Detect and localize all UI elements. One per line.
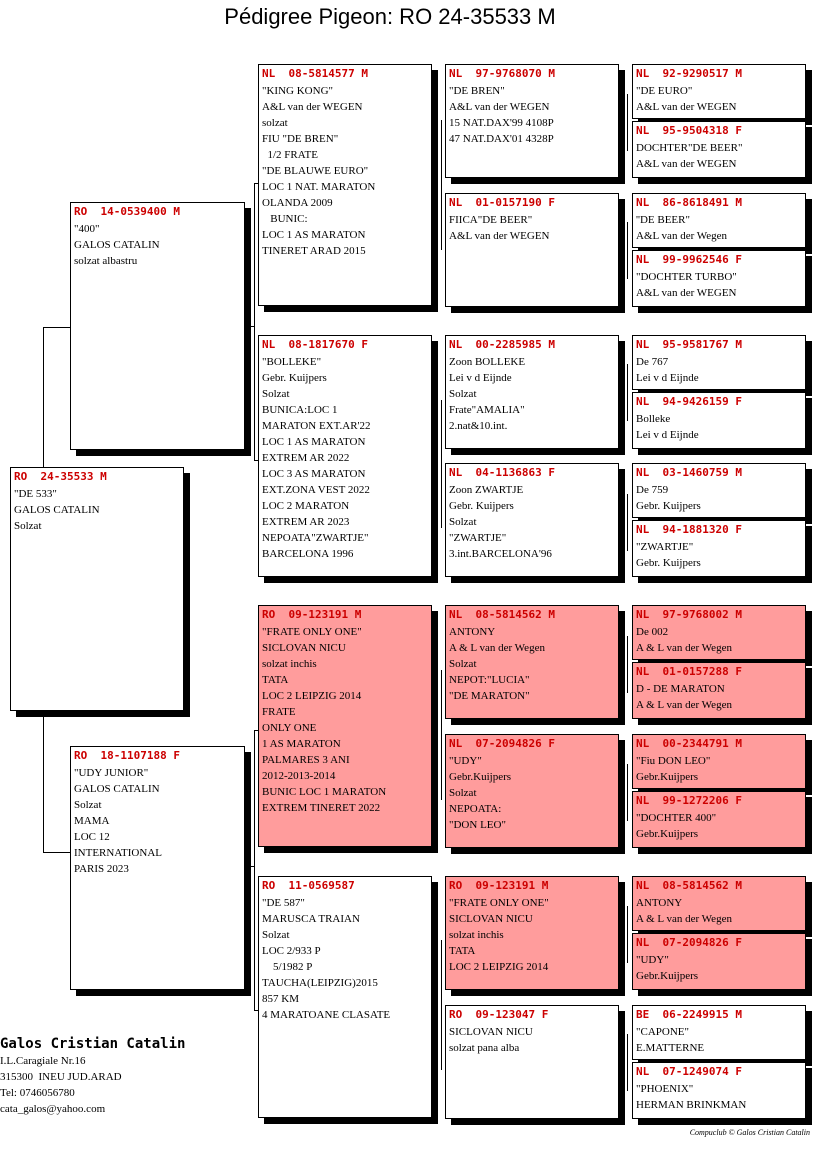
info-line: PALMARES 3 ANI bbox=[262, 754, 350, 766]
info-line: De 759 bbox=[636, 484, 669, 496]
info-line: ANTONY bbox=[636, 897, 683, 909]
ring-number: NL 92-9290517 M bbox=[636, 67, 742, 80]
info-line: "DE EURO" bbox=[636, 85, 693, 97]
info-line: LOC 1 AS MARATON bbox=[262, 229, 366, 241]
info-line: LOC 2 LEIPZIG 2014 bbox=[262, 690, 362, 702]
info-line: Solzat bbox=[262, 388, 290, 400]
info-line: "DE 533" bbox=[14, 488, 57, 500]
info-line: LOC 12 bbox=[74, 831, 110, 843]
info-line: 4 MARATOANE CLASATE bbox=[262, 1009, 391, 1021]
info-line: HERMAN BRINKMAN bbox=[636, 1099, 747, 1111]
info-line: "DON LEO" bbox=[449, 819, 506, 831]
info-line: E.MATTERNE bbox=[636, 1042, 705, 1054]
info-line: A & L van der Wegen bbox=[449, 642, 545, 654]
info-line: "DE 587" bbox=[262, 897, 305, 909]
connector-line bbox=[627, 494, 628, 551]
info-line: EXTREM TINERET 2022 bbox=[262, 802, 381, 814]
ancestor-gen5-card[interactable] bbox=[632, 121, 806, 178]
info-line: ''DE BEER" bbox=[636, 214, 690, 226]
ancestor-gen4-card[interactable] bbox=[445, 876, 619, 990]
info-line: Zoon ZWARTJE bbox=[449, 484, 524, 496]
info-line: Frate"AMALIA" bbox=[449, 404, 525, 416]
ancestor-gen5-card[interactable] bbox=[632, 463, 806, 518]
info-line: A & L van der Wegen bbox=[636, 642, 732, 654]
ring-number: NL 07-2094826 F bbox=[449, 737, 555, 750]
grandsire-paternal-card[interactable] bbox=[258, 64, 432, 306]
info-line: Gebr.Kuijpers bbox=[636, 970, 699, 982]
info-line: "DOCHTER TURBO" bbox=[636, 271, 737, 283]
info-line: ANTONY bbox=[449, 626, 496, 638]
connector-line bbox=[627, 764, 628, 821]
info-line: "UDY" bbox=[449, 755, 482, 767]
info-line: "DOCHTER 400" bbox=[636, 812, 717, 824]
info-line: EXT.ZONA VEST 2022 bbox=[262, 484, 370, 496]
info-line: DOCHTER"DE BEER" bbox=[636, 142, 743, 154]
ancestor-gen4-card[interactable] bbox=[445, 64, 619, 178]
info-line: GALOS CATALIN bbox=[14, 504, 100, 516]
connector-line bbox=[627, 94, 628, 151]
info-line: TINERET ARAD 2015 bbox=[262, 245, 366, 257]
info-line: PARIS 2023 bbox=[74, 863, 129, 875]
granddam-maternal-card[interactable] bbox=[258, 876, 432, 1118]
sire-card[interactable] bbox=[70, 202, 245, 450]
info-line: NEPOATA: bbox=[449, 803, 502, 815]
ring-number: NL 00-2344791 M bbox=[636, 737, 742, 750]
connector-line bbox=[627, 906, 628, 963]
info-line: LOC 2 LEIPZIG 2014 bbox=[449, 961, 549, 973]
info-line: "400" bbox=[74, 223, 100, 235]
ring-number: NL 99-1272206 F bbox=[636, 794, 742, 807]
info-line: 2.nat&10.int. bbox=[449, 420, 508, 432]
info-line: A&L van der WEGEN bbox=[449, 101, 550, 113]
info-line: Lei v d Eijnde bbox=[636, 429, 699, 441]
info-line: SICLOVAN NICU bbox=[449, 913, 533, 925]
info-line: GALOS CATALIN bbox=[74, 783, 160, 795]
info-line: EXTREM AR 2022 bbox=[262, 452, 350, 464]
ancestor-gen4-card[interactable] bbox=[445, 1005, 619, 1119]
info-line: "DE BREN" bbox=[449, 85, 505, 97]
info-line: "PHOENIX" bbox=[636, 1083, 694, 1095]
info-line: Solzat bbox=[449, 787, 477, 799]
info-line: Gebr. Kuijpers bbox=[449, 500, 514, 512]
dam-card[interactable] bbox=[70, 746, 245, 990]
breeder-address: I.L.Caragiale Nr.16 bbox=[0, 1055, 86, 1067]
info-line: "FRATE ONLY ONE" bbox=[262, 626, 362, 638]
info-line: EXTREM AR 2023 bbox=[262, 516, 350, 528]
ring-number: NL 01-0157288 F bbox=[636, 665, 742, 678]
granddam-paternal-card[interactable] bbox=[258, 335, 432, 577]
connector-line bbox=[627, 222, 628, 279]
ring-number: NL 04-1136863 F bbox=[449, 466, 555, 479]
ring-number: NL 00-2285985 M bbox=[449, 338, 555, 351]
info-line: Zoon BOLLEKE bbox=[449, 356, 526, 368]
info-line: FRATE bbox=[262, 706, 296, 718]
connector-line bbox=[627, 1034, 628, 1091]
info-line: MAMA bbox=[74, 815, 110, 827]
ancestor-gen5-card[interactable] bbox=[632, 734, 806, 789]
info-line: OLANDA 2009 bbox=[262, 197, 333, 209]
info-line: Gebr.Kuijpers bbox=[636, 771, 699, 783]
ancestor-gen5-card[interactable] bbox=[632, 1062, 806, 1119]
grandsire-maternal-card[interactable] bbox=[258, 605, 432, 847]
connector-line bbox=[627, 364, 628, 421]
ancestor-gen5-card[interactable] bbox=[632, 791, 806, 848]
info-line: "DE MARATON" bbox=[449, 690, 530, 702]
info-line: A&L van der WEGEN bbox=[262, 101, 363, 113]
info-line: LOC 1 NAT. MARATON bbox=[262, 181, 376, 193]
info-line: LOC 2/933 P bbox=[262, 945, 321, 957]
info-line: solzat pana alba bbox=[449, 1042, 520, 1054]
info-line: A & L van der Wegen bbox=[636, 699, 732, 711]
breeder-info bbox=[0, 1035, 185, 1117]
ring-number: NL 07-1249074 F bbox=[636, 1065, 742, 1078]
info-line: ONLY ONE bbox=[262, 722, 317, 734]
info-line: "BOLLEKE" bbox=[262, 356, 322, 368]
connector-line bbox=[254, 183, 255, 460]
ancestor-gen4-card[interactable] bbox=[445, 193, 619, 307]
ancestor-gen4-card[interactable] bbox=[445, 463, 619, 577]
info-line: 47 NAT.DAX'01 4328P bbox=[449, 133, 554, 145]
ancestor-gen5-card[interactable] bbox=[632, 1005, 806, 1060]
ancestor-gen5-card[interactable] bbox=[632, 662, 806, 719]
info-line: Solzat bbox=[449, 516, 477, 528]
info-line: A&L van der WEGEN bbox=[449, 230, 550, 242]
connector-line bbox=[43, 712, 44, 852]
info-line: A&L van der WEGEN bbox=[636, 158, 737, 170]
info-line: solzat bbox=[262, 117, 288, 129]
info-line: LOC 3 AS MARATON bbox=[262, 468, 366, 480]
info-line: "DE BLAUWE EURO" bbox=[262, 165, 369, 177]
ancestor-gen4-card[interactable] bbox=[445, 605, 619, 719]
info-line: NEPOATA"ZWARTJE" bbox=[262, 532, 369, 544]
info-line: 1 AS MARATON bbox=[262, 738, 341, 750]
info-line: "FRATE ONLY ONE" bbox=[449, 897, 549, 909]
subject-pigeon-card[interactable] bbox=[10, 467, 184, 711]
ancestor-gen5-card[interactable] bbox=[632, 520, 806, 577]
connector-line bbox=[627, 636, 628, 693]
info-line: FIU "DE BREN" bbox=[262, 133, 339, 145]
connector-line bbox=[441, 120, 442, 250]
info-line: Gebr.Kuijpers bbox=[449, 771, 512, 783]
info-line: LOC 1 AS MARATON bbox=[262, 436, 366, 448]
ancestor-gen5-card[interactable] bbox=[632, 605, 806, 660]
info-line: Bolleke bbox=[636, 413, 671, 425]
ancestor-gen4-card[interactable] bbox=[445, 734, 619, 848]
info-line: A&L van der WEGEN bbox=[636, 287, 737, 299]
info-line: FIICA"DE BEER" bbox=[449, 214, 533, 226]
ring-number: NL 94-1881320 F bbox=[636, 523, 742, 536]
info-line: 1/2 FRATE bbox=[262, 149, 318, 161]
info-line: Solzat bbox=[74, 799, 102, 811]
connector-line bbox=[441, 670, 442, 800]
info-line: SICLOVAN NICU bbox=[449, 1026, 533, 1038]
ring-number: RO 18-1107188 F bbox=[74, 749, 180, 762]
info-line: 15 NAT.DAX'99 4108P bbox=[449, 117, 554, 129]
info-line: "CAPONE" bbox=[636, 1026, 689, 1038]
info-line: TAUCHA(LEIPZIG)2015 bbox=[262, 977, 378, 989]
info-line: Solzat bbox=[449, 658, 477, 670]
ring-number: NL 08-5814577 M bbox=[262, 67, 368, 80]
ring-number: NL 95-9581767 M bbox=[636, 338, 742, 351]
info-line: TATA bbox=[262, 674, 289, 686]
info-line: A&L van der Wegen bbox=[636, 230, 728, 242]
info-line: solzat inchis bbox=[262, 658, 317, 670]
info-line: A & L van der Wegen bbox=[636, 913, 732, 925]
connector-line bbox=[441, 400, 442, 528]
info-line: "Fiu DON LEO" bbox=[636, 755, 711, 767]
ring-number: NL 94-9426159 F bbox=[636, 395, 742, 408]
ancestor-gen5-card[interactable] bbox=[632, 933, 806, 990]
ancestor-gen5-card[interactable] bbox=[632, 193, 806, 248]
info-line: "KING KONG" bbox=[262, 85, 334, 97]
connector-line bbox=[254, 730, 255, 1010]
info-line: "ZWARTJE" bbox=[636, 541, 694, 553]
ring-number: NL 99-9962546 F bbox=[636, 253, 742, 266]
connector-line bbox=[244, 326, 254, 327]
info-line: Lei v d Eijnde bbox=[449, 372, 512, 384]
info-line: solzat inchis bbox=[449, 929, 504, 941]
info-line: Solzat bbox=[14, 520, 42, 532]
breeder-phone: Tel: 0746056780 bbox=[0, 1087, 75, 1099]
ancestor-gen5-card[interactable] bbox=[632, 64, 806, 119]
ring-number: NL 08-5814562 M bbox=[636, 879, 742, 892]
page-title: Pédigree Pigeon: RO 24-35533 M bbox=[224, 4, 556, 29]
info-line: Gebr. Kuijpers bbox=[636, 557, 701, 569]
info-line: Solzat bbox=[262, 929, 290, 941]
ring-number: RO 09-123191 M bbox=[262, 608, 362, 621]
info-line: Solzat bbox=[449, 388, 477, 400]
connector-line bbox=[43, 327, 71, 328]
info-line: MARUSCA TRAIAN bbox=[262, 913, 360, 925]
ring-number: NL 08-1817670 F bbox=[262, 338, 368, 351]
info-line: BARCELONA 1996 bbox=[262, 548, 354, 560]
info-line: BUNIC: bbox=[262, 213, 308, 225]
info-line: SICLOVAN NICU bbox=[262, 642, 346, 654]
info-line: NEPOT:"LUCIA" bbox=[449, 674, 530, 686]
info-line: "ZWARTJE" bbox=[449, 532, 507, 544]
ring-number: NL 01-0157190 F bbox=[449, 196, 555, 209]
copyright-footer: Compuclub © Galos Cristian Catalin bbox=[689, 1128, 810, 1137]
info-line: De 002 bbox=[636, 626, 669, 638]
ancestor-gen4-card[interactable] bbox=[445, 335, 619, 449]
info-line: "UDY" bbox=[636, 954, 669, 966]
connector-line bbox=[244, 866, 254, 867]
ring-number: NL 07-2094826 F bbox=[636, 936, 742, 949]
ring-number: NL 86-8618491 M bbox=[636, 196, 742, 209]
info-line: 5/1982 P bbox=[262, 961, 313, 973]
ring-number: BE 06-2249915 M bbox=[636, 1008, 742, 1021]
info-line: LOC 2 MARATON bbox=[262, 500, 350, 512]
info-line: GALOS CATALIN bbox=[74, 239, 160, 251]
ring-number: RO 09-123191 M bbox=[449, 879, 549, 892]
info-line: Gebr. Kuijpers bbox=[262, 372, 327, 384]
info-line: 2012-2013-2014 bbox=[262, 770, 336, 782]
info-line: 857 KM bbox=[262, 993, 299, 1005]
info-line: BUNIC LOC 1 MARATON bbox=[262, 786, 387, 798]
info-line: De 767 bbox=[636, 356, 669, 368]
info-line: Lei v d Eijnde bbox=[636, 372, 699, 384]
info-line: MARATON EXT.AR'22 bbox=[262, 420, 371, 432]
info-line: 3.int.BARCELONA'96 bbox=[449, 548, 552, 560]
info-line: solzat albastru bbox=[74, 255, 138, 267]
info-line: Gebr.Kuijpers bbox=[636, 828, 699, 840]
breeder-email[interactable]: cata_galos@yahoo.com bbox=[0, 1103, 106, 1115]
info-line: INTERNATIONAL bbox=[74, 847, 162, 859]
ancestor-gen5-card[interactable] bbox=[632, 392, 806, 449]
ring-number: NL 95-9504318 F bbox=[636, 124, 742, 137]
info-line: A&L van der WEGEN bbox=[636, 101, 737, 113]
ring-number: NL 97-9768070 M bbox=[449, 67, 555, 80]
connector-line bbox=[43, 327, 44, 468]
info-line: "UDY JUNIOR" bbox=[74, 767, 149, 779]
ancestor-gen5-card[interactable] bbox=[632, 876, 806, 931]
ring-number: RO 09-123047 F bbox=[449, 1008, 549, 1021]
info-line: TATA bbox=[449, 945, 476, 957]
info-line: D - DE MARATON bbox=[636, 683, 725, 695]
info-line: Gebr. Kuijpers bbox=[636, 500, 701, 512]
ring-number: NL 08-5814562 M bbox=[449, 608, 555, 621]
ring-number: RO 11-0569587 bbox=[262, 879, 355, 892]
ring-number: RO 14-0539400 M bbox=[74, 205, 180, 218]
ancestor-gen5-card[interactable] bbox=[632, 250, 806, 307]
connector-line bbox=[441, 940, 442, 1070]
ring-number: NL 03-1460759 M bbox=[636, 466, 742, 479]
ring-number: NL 97-9768002 M bbox=[636, 608, 742, 621]
breeder-city: 315300 INEU JUD.ARAD bbox=[0, 1071, 122, 1083]
connector-line bbox=[43, 852, 71, 853]
info-line: BUNICA:LOC 1 bbox=[262, 404, 338, 416]
ancestor-gen5-card[interactable] bbox=[632, 335, 806, 390]
breeder-name: Galos Cristian Catalin bbox=[0, 1036, 186, 1052]
ring-number: RO 24-35533 M bbox=[14, 470, 107, 483]
